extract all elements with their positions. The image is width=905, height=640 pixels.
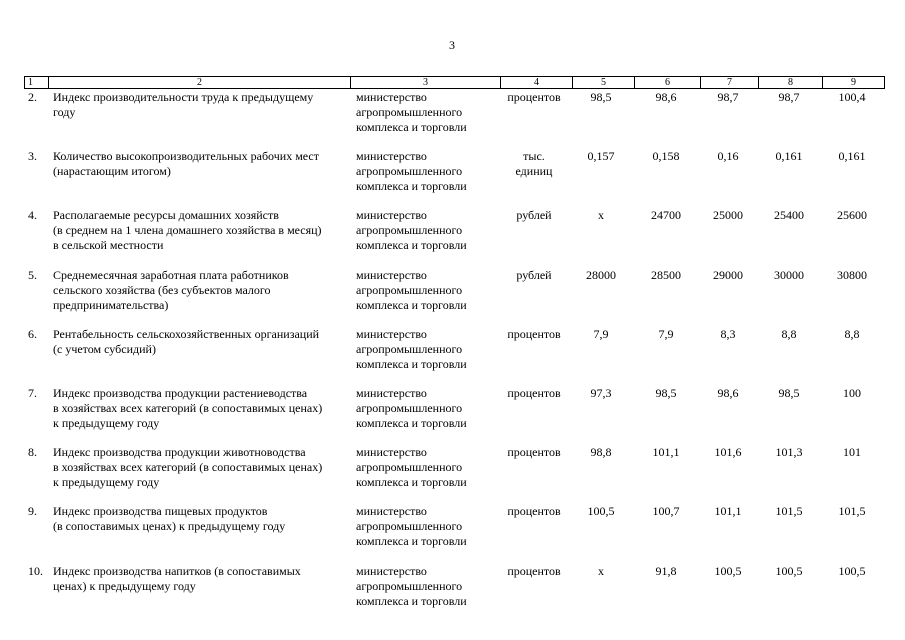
value-cell-7: 101,1 [714,504,742,519]
responsible-body-line: комплекса и торговли [356,534,467,549]
responsible-body [356,504,496,549]
responsible-body [356,90,496,135]
indicator-name-line: Индекс производства напитков (в сопоставимых [53,563,301,578]
unit-of-measure-line: рублей [516,208,552,223]
responsible-body-line: комплекса и торговли [356,415,467,430]
responsible-body-line: министерство [356,208,427,223]
table-row [0,147,905,206]
value-cell-8: 100,5 [775,563,803,578]
unit-of-measure-line: единиц [515,164,553,179]
responsible-body-line: агропромышленного [356,578,463,593]
unit-of-measure [500,208,568,223]
responsible-body [356,445,496,490]
value-cell-8: 0,161 [775,149,803,164]
responsible-body-line: комплекса и торговли [356,593,467,608]
indicator-name-line: (с учетом субсидий) [53,341,156,356]
header-cell-6: 6 [635,77,701,89]
header-row [25,77,885,89]
indicator-name-line: Количество высокопроизводительных рабочих мест [53,149,319,164]
responsible-body [356,208,496,253]
indicator-name-line: сельского хозяйства (без субъектов малого [53,282,271,297]
value-cell-9: 25600 [837,208,867,223]
value-cell-9: 100 [843,385,861,400]
row-number: 5. [28,267,37,282]
indicator-name-line: Располагаемые ресурсы домашних хозяйств [53,208,279,223]
responsible-body-line: агропромышленного [356,519,463,534]
header-cell-2: 2 [49,77,351,89]
value-cell-5: 100,5 [587,504,615,519]
value-cell-6: 7,9 [658,326,674,341]
unit-of-measure [500,445,568,460]
value-cell-6: 91,8 [655,563,677,578]
table-row [0,562,905,621]
indicator-name-line: в хозяйствах всех категорий (в сопоставимых ценах) [53,460,323,475]
indicator-name [53,208,349,253]
table-row [0,384,905,443]
unit-of-measure-line: процентов [507,504,561,519]
indicator-name-line: в хозяйствах всех категорий (в сопоставимых ценах) [53,400,323,415]
value-cell-8: 101,3 [775,445,803,460]
value-cell-6: 98,6 [655,90,677,104]
responsible-body-line: комплекса и торговли [356,475,467,490]
unit-of-measure [500,564,568,579]
value-cell-6: 24700 [651,208,681,223]
indicator-rows [0,88,905,621]
indicator-name-line: Индекс производства пищевых продуктов [53,504,268,519]
responsible-body [356,386,496,431]
indicator-name-line: Среднемесячная заработная плата работников [53,267,289,282]
header-cell-4: 4 [501,77,573,89]
responsible-body-line: агропромышленного [356,105,463,119]
page-number: 3 [449,38,455,52]
indicator-name [53,445,349,490]
value-cell-6: 0,158 [652,149,680,164]
responsible-body [356,327,496,372]
header-cell-8: 8 [759,77,823,89]
responsible-body-line: комплекса и торговли [356,238,467,253]
value-cell-7: 25000 [713,208,743,223]
value-cell-9: 101,5 [838,504,866,519]
responsible-body [356,268,496,313]
unit-of-measure [500,268,568,283]
value-cell-7: 29000 [713,267,743,282]
responsible-body-line: министерство [356,563,427,578]
value-cell-5: 98,8 [590,445,612,460]
unit-of-measure-line: процентов [507,90,561,104]
value-cell-5: 28000 [586,267,616,282]
responsible-body-line: комплекса и торговли [356,120,467,134]
value-cell-7: 101,6 [714,445,742,460]
header-cell-5: 5 [573,77,635,89]
indicator-name-line: к предыдущему году [53,475,160,490]
responsible-body [356,564,496,609]
responsible-body-line: министерство [356,326,427,341]
value-cell-8: 98,5 [778,385,800,400]
responsible-body-line: министерство [356,149,427,164]
value-cell-9: 8,8 [844,326,860,341]
indicator-name-line: предпринимательства) [53,297,169,312]
value-cell-6: 98,5 [655,385,677,400]
unit-of-measure-line: процентов [507,445,561,460]
value-cell-7: 98,6 [717,385,739,400]
value-cell-9: 101 [843,445,861,460]
value-cell-6: 28500 [651,267,681,282]
indicator-name-line: году [53,105,76,119]
unit-of-measure [500,90,568,105]
table-row [0,88,905,147]
table-row [0,325,905,384]
indicator-name-line: ценах) к предыдущему году [53,578,196,593]
value-cell-8: 30000 [774,267,804,282]
table-row [0,502,905,561]
responsible-body-line: министерство [356,445,427,460]
value-cell-9: 100,4 [838,90,866,104]
value-cell-5: х [598,208,604,223]
header-cell-3: 3 [351,77,501,89]
responsible-body [356,149,496,194]
indicator-name [53,386,349,431]
indicator-name [53,564,349,594]
value-cell-7: 8,3 [720,326,736,341]
indicator-name [53,149,349,179]
responsible-body-line: министерство [356,504,427,519]
responsible-body-line: агропромышленного [356,164,463,179]
value-cell-5: 7,9 [593,326,609,341]
header-cell-9: 9 [823,77,885,89]
value-cell-9: 0,161 [838,149,866,164]
value-cell-5: 0,157 [587,149,615,164]
unit-of-measure-line: процентов [507,563,561,578]
indicator-name-line: Индекс производительности труда к предыдущему [53,90,314,104]
indicator-name [53,90,349,120]
value-cell-7: 0,16 [717,149,739,164]
value-cell-8: 25400 [774,208,804,223]
row-number: 8. [28,445,37,460]
row-number: 6. [28,326,37,341]
unit-of-measure [500,149,568,179]
value-cell-5: х [598,563,604,578]
indicator-name [53,268,349,313]
indicator-name [53,327,349,357]
value-cell-8: 98,7 [778,90,800,104]
value-cell-7: 98,7 [717,90,739,104]
indicator-name-line: Индекс производства продукции растениеводства [53,385,308,400]
header-cell-7: 7 [701,77,759,89]
responsible-body-line: комплекса и торговли [356,179,467,194]
responsible-body-line: агропромышленного [356,223,463,238]
value-cell-9: 100,5 [838,563,866,578]
responsible-body-line: комплекса и торговли [356,297,467,312]
row-number: 9. [28,504,37,519]
value-cell-6: 101,1 [652,445,680,460]
responsible-body-line: министерство [356,267,427,282]
row-number: 2. [28,90,37,104]
responsible-body-line: агропромышленного [356,282,463,297]
unit-of-measure [500,504,568,519]
responsible-body-line: комплекса и торговли [356,356,467,371]
unit-of-measure-line: процентов [507,385,561,400]
responsible-body-line: министерство [356,385,427,400]
row-number: 4. [28,208,37,223]
value-cell-6: 100,7 [652,504,680,519]
table-row [0,206,905,265]
indicator-name-line: Рентабельность сельскохозяйственных организаций [53,326,320,341]
row-number: 3. [28,149,37,164]
indicator-name-line: (в сопоставимых ценах) к предыдущему году [53,519,286,534]
unit-of-measure [500,327,568,342]
indicator-name-line: (в среднем на 1 члена домашнего хозяйства в месяц) [53,223,322,238]
responsible-body-line: агропромышленного [356,400,463,415]
table-row [0,443,905,502]
header-cell-1: 1 [25,77,49,89]
value-cell-5: 97,3 [590,385,612,400]
responsible-body-line: агропромышленного [356,341,463,356]
row-number: 10. [28,563,43,578]
responsible-body-line: агропромышленного [356,460,463,475]
indicator-name-line: в сельской местности [53,238,164,253]
responsible-body-line: министерство [356,90,427,104]
value-cell-7: 100,5 [714,563,742,578]
value-cell-8: 101,5 [775,504,803,519]
table-row [0,266,905,325]
row-number: 7. [28,385,37,400]
unit-of-measure-line: рублей [516,267,552,282]
unit-of-measure-line: процентов [507,326,561,341]
indicator-name-line: (нарастающим итогом) [53,164,171,179]
unit-of-measure [500,386,568,401]
unit-of-measure-line: тыс. [523,149,545,164]
value-cell-8: 8,8 [781,326,797,341]
indicator-name [53,504,349,534]
indicator-name-line: к предыдущему году [53,415,160,430]
indicator-name-line: Индекс производства продукции животноводства [53,445,306,460]
value-cell-9: 30800 [837,267,867,282]
value-cell-5: 98,5 [590,90,612,104]
